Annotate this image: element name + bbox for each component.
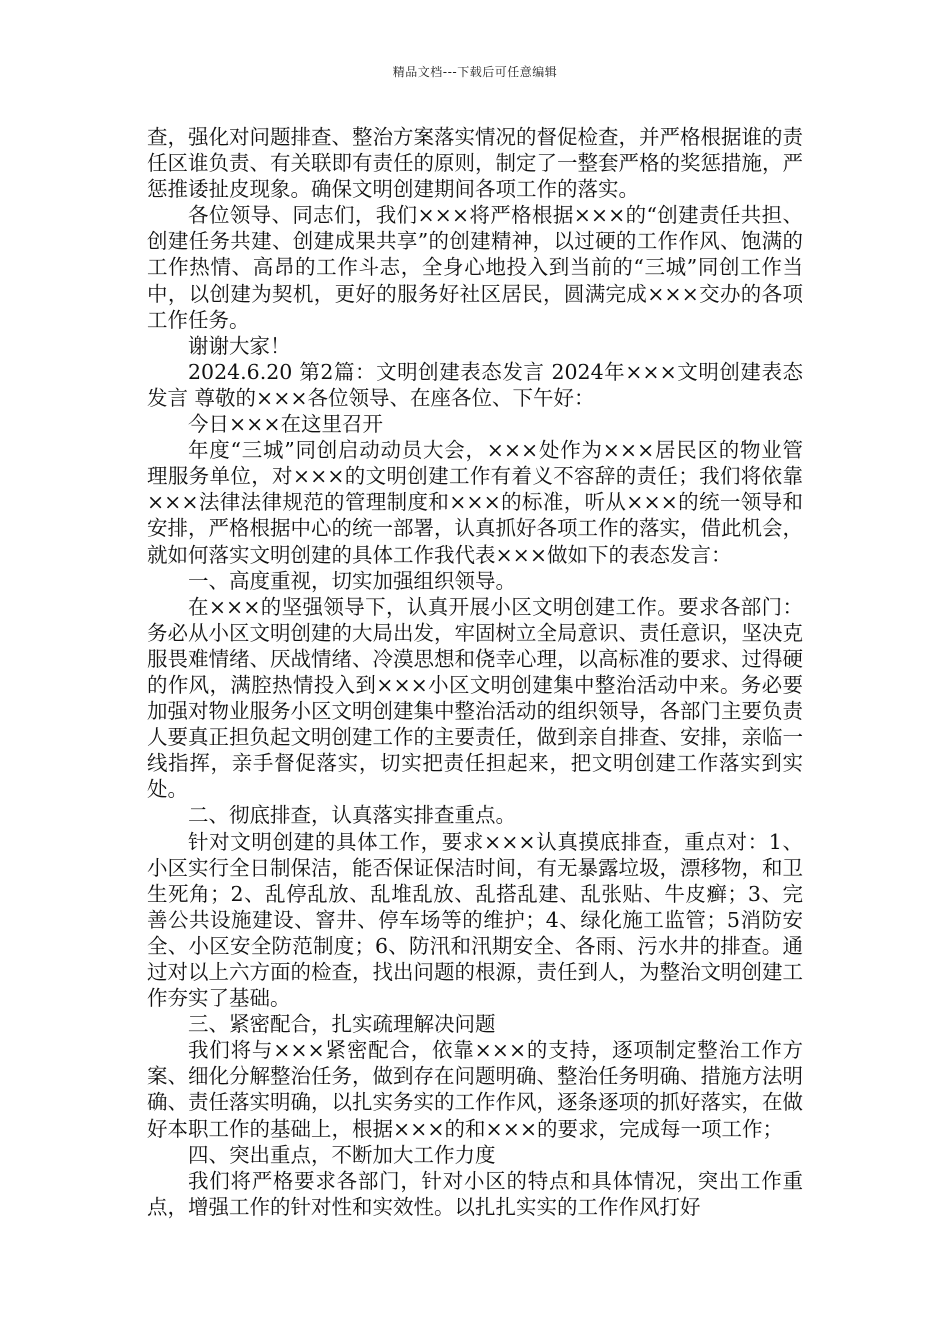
paragraph: 我们将与×××紧密配合，依靠×××的支持，逐项制定整治工作方案、细化分解整治任务，做到存在问题明确、整治任务明确、措施方法明确、责任落实明确，以扎实务实的工作作风，逐条逐项的抓好落实，在做好本职工作的基础上，根据×××的和×××的要求，完成每一项工作； (147, 1038, 803, 1141)
paragraph: 2024.6.20 第2篇：文明创建表态发言 2024年×××文明创建表态发言 尊敬的×××各位领导、在座各位、下午好： (147, 359, 803, 410)
section-heading: 一、高度重视，切实加强组织领导。 (188, 568, 516, 593)
paragraph: 我们将严格要求各部门，针对小区的特点和具体情况，突出工作重点，增强工作的针对性和实效性。以扎扎实实的工作作风打好 (147, 1168, 803, 1219)
paragraph: 年度“三城”同创启动动员大会，×××处作为×××居民区的物业管理服务单位，对×××的文明创建工作有着义不容辞的责任；我们将依靠×××法律法律规范的管理制度和×××的标准，听从×××的统一领导和安排，严格根据中心的统一部署，认真抓好各项工作的落实，借此机会，就如何落实文明创建的具体工作我代表×××做如下的表态发言： (147, 438, 803, 567)
paragraph: 针对文明创建的具体工作，要求×××认真摸底排查，重点对：1、小区实行全日制保洁，能否保证保洁时间，有无暴露垃圾，漂移物，和卫生死角；2、乱停乱放、乱堆乱放、乱搭乱建、乱张贴、牛皮癣；3、完善公共设施建设、窨井、停车场等的维护；4、绿化施工监管；5消防安全、小区安全防范制度；6、防汛和汛期安全、各雨、污水井的排查。通过对以上六方面的检查，找出问题的根源，责任到人，为整治文明创建工作夯实了基础。 (147, 829, 803, 1011)
paragraph: 今日×××在这里召开 (188, 412, 384, 437)
paragraph: 各位领导、同志们，我们×××将严格根据×××的“创建责任共担、创建任务共建、创建成果共享”的创建精神，以过硬的工作作风、饱满的工作热情、高昂的工作斗志，全身心地投入到当前的“三城”同创工作当中，以创建为契机，更好的服务好社区居民，圆满完成×××交办的各项工作任务。 (147, 203, 803, 332)
paragraph: 在×××的坚强领导下，认真开展小区文明创建工作。要求各部门：务必从小区文明创建的大局出发，牢固树立全局意识、责任意识，坚决克服畏难情绪、厌战情绪、冷漠思想和侥幸心理，以高标准的要求、过得硬的作风，满腔热情投入到×××小区文明创建集中整治活动中来。务必要加强对物业服务小区文明创建集中整治活动的组织领导，各部门主要负责人要真正担负起文明创建工作的主要责任，做到亲自排查、安排，亲临一线指挥，亲手督促落实，切实把责任担起来，把文明创建工作落实到实处。 (147, 594, 803, 802)
section-heading: 二、彻底排查，认真落实排查重点。 (188, 803, 516, 828)
section-heading: 四、突出重点，不断加大工作力度 (188, 1142, 496, 1167)
paragraph: 查，强化对问题排查、整治方案落实情况的督促检查，并严格根据谁的责任区谁负责、有关联即有责任的原则，制定了一整套严格的奖惩措施，严惩推诿扯皮现象。确保文明创建期间各项工作的落实。 (147, 125, 803, 202)
section-heading: 三、紧密配合，扎实疏理解决问题 (188, 1012, 496, 1037)
paragraph: 谢谢大家！ (188, 333, 291, 358)
document-body (147, 124, 803, 1220)
page-header: 精品文档---下载后可任意编辑 (392, 65, 558, 79)
